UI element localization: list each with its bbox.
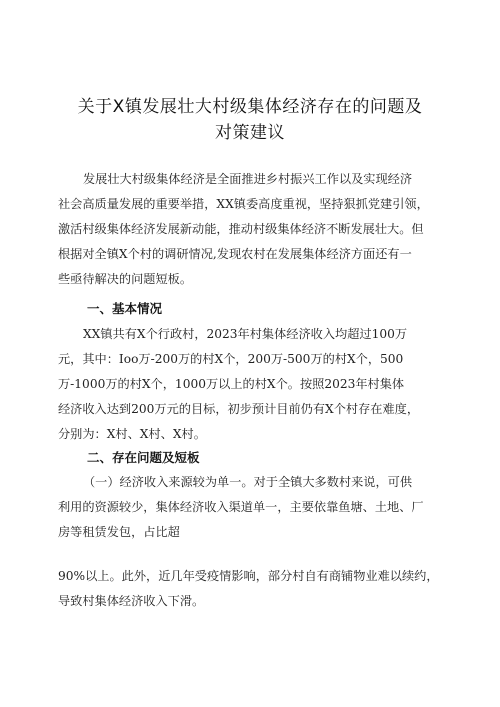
basic-info-line: 万-1000万的村X个，1000万以上的村X个。按照2023年村集体 — [58, 377, 405, 391]
basic-info-line: 分别为：X村、X村、X村。 — [58, 427, 206, 441]
document-title-line-2: 对策建议 — [215, 123, 285, 143]
problems-line: 利用的资源较少，集体经济收入渠道单一，主要依靠鱼塘、土地、厂 — [58, 500, 424, 514]
continuation-paragraph — [58, 564, 450, 614]
document-title-line-1: 关于X镇发展壮大村级集体经济存在的问题及 — [77, 97, 423, 117]
problems-line: （一）经济收入来源较为单一。对于全镇大多数村来说，可供 — [83, 475, 413, 489]
intro-line: 发展壮大村级集体经济是全面推进乡村振兴工作以及实现经济 — [83, 172, 413, 186]
continuation-line: 导致村集体经济收入下滑。 — [58, 594, 205, 608]
basic-info-line: 经济收入达到200万元的目标，初步预计目前仍有X个村存在难度， — [58, 402, 420, 416]
intro-paragraph — [58, 167, 450, 292]
basic-info-line: XX镇共有X个行政村，2023年村集体经济收入均超过100万 — [83, 327, 408, 341]
problems-line: 房等租赁发包，占比超 — [58, 525, 180, 539]
section-heading-basic-info: 一、基本情况 — [87, 301, 163, 316]
intro-line: 激活村级集体经济发展新动能，推动村级集体经济不断发展壮大。但 — [58, 222, 424, 236]
problems-paragraph — [58, 470, 450, 545]
continuation-line: 90%以上。此外，近几年受疫情影响，部分村自有商铺物业难以续约， — [58, 569, 439, 583]
intro-line: 社会高质量发展的重要举措，XX镇委高度重视，坚持狠抓党建引领， — [58, 197, 429, 211]
section-heading-problems: 二、存在问题及短板 — [87, 450, 200, 465]
basic-info-paragraph — [58, 322, 450, 447]
basic-info-line: 元，其中：Ioo万-200万的村X个，200万-500万的村X个，500 — [58, 352, 404, 366]
intro-line: 根据对全镇X个村的调研情况,发现农村在发展集体经济方面还有一 — [58, 247, 412, 261]
intro-line: 些亟待解决的问题短板。 — [58, 272, 193, 286]
